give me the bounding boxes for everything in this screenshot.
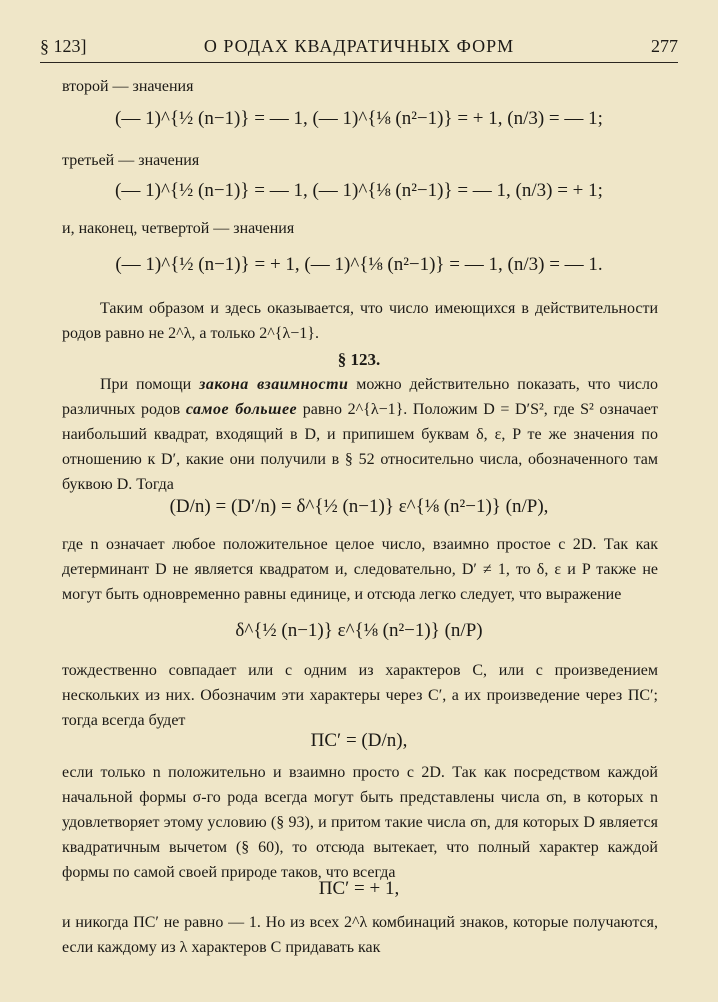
section-title: § 123. [337,350,381,369]
formula-2-text: (— 1)^{½ (n−1)} = — 1, (— 1)^{⅛ (n²−1)} = — 1, (n/3) = + 1; [115,180,603,201]
formula-4-text: (D/n) = (D′/n) = δ^{½ (n−1)} ε^{⅛ (n²−1)} (n/P), [169,496,549,517]
para2-part-c: равно 2^{λ−1}. Положим D = D′S², где S² означает наибольший квадрат, входящий в D, и припишем буквам δ, ε, P те же значения по отношению к D′, какие они получили в § 52 относительно числа, обозначенного там буквою D. Тогда [62,401,658,493]
formula-3-text: (— 1)^{½ (n−1)} = + 1, (— 1)^{⅛ (n²−1)} = — 1, (n/3) = — 1. [115,254,603,275]
formula-1 [0,108,718,130]
header-section-ref: § 123] [40,36,87,56]
formula-4 [0,496,718,518]
formula-5 [0,620,718,642]
page-number: 277 [651,36,678,56]
formula-2 [0,180,718,202]
third-label: третьей — значения [62,152,200,169]
formula-5-text: δ^{½ (n−1)} ε^{⅛ (n²−1)} (n/P) [235,620,483,641]
formula-3 [0,254,718,276]
paragraph-characters: тождественно совпадает или с одним из характеров C, или с произведением нескольких из них. Обозначим эти характеры через C′, а их произведение через ΠC′; тогда всегда будет [62,662,658,729]
header-title: О РОДАХ КВАДРАТИЧНЫХ ФОРМ [203,36,515,56]
paragraph-combinations: и никогда ΠC′ не равно — 1. Но из всех 2^λ комбинаций знаков, которые получаются, если каждому из λ характеров C придавать как [62,914,658,956]
paragraph-determinant: где n означает любое положительное целое число, взаимно простое с 2D. Так как детерминант D не является квадратом и, следовательно, D′ ≠ 1, то δ, ε и P также не могут быть одновременно равны единице, и отсюда легко следует, что выражение [62,536,658,603]
formula-1-text: (— 1)^{½ (n−1)} = — 1, (— 1)^{⅛ (n²−1)} = + 1, (n/3) = — 1; [115,108,603,129]
paragraph-conclusion: Таким образом и здесь оказывается, что число имеющихся в действительности родов равно не 2^λ, а только 2^{λ−1}. [62,300,658,342]
formula-7-text: ΠC′ = + 1, [318,878,400,899]
paragraph-section-intro [62,372,658,497]
para2-part-b: можно действительно показать, что число различных родов [62,376,658,418]
formula-7 [0,878,718,900]
formula-6 [0,730,718,752]
at-most-term: самое большее [185,401,298,418]
header-rule [40,62,678,63]
formula-6-text: ΠC′ = (D/n), [310,730,408,751]
para2-part-a: При помощи [100,376,200,393]
second-label: второй — значения [62,78,194,95]
paragraph-representation: если только n положительно и взаимно просто с 2D. Так как посредством каждой начальной формы σ-го рода всегда могут быть представлены числа σn, в которых n удовлетворяет этому условию (§ 93), и притом такие числа σn, для которых D является квадратичным вычетом (§ 60), то отсюда вытекает, что полный характер каждой формы по самой своей природе таков, что всегда [62,764,658,881]
running-header [40,36,678,60]
fourth-label: и, наконец, четвертой — значения [62,220,295,237]
law-of-reciprocity-term: закона взаимности [199,376,349,393]
